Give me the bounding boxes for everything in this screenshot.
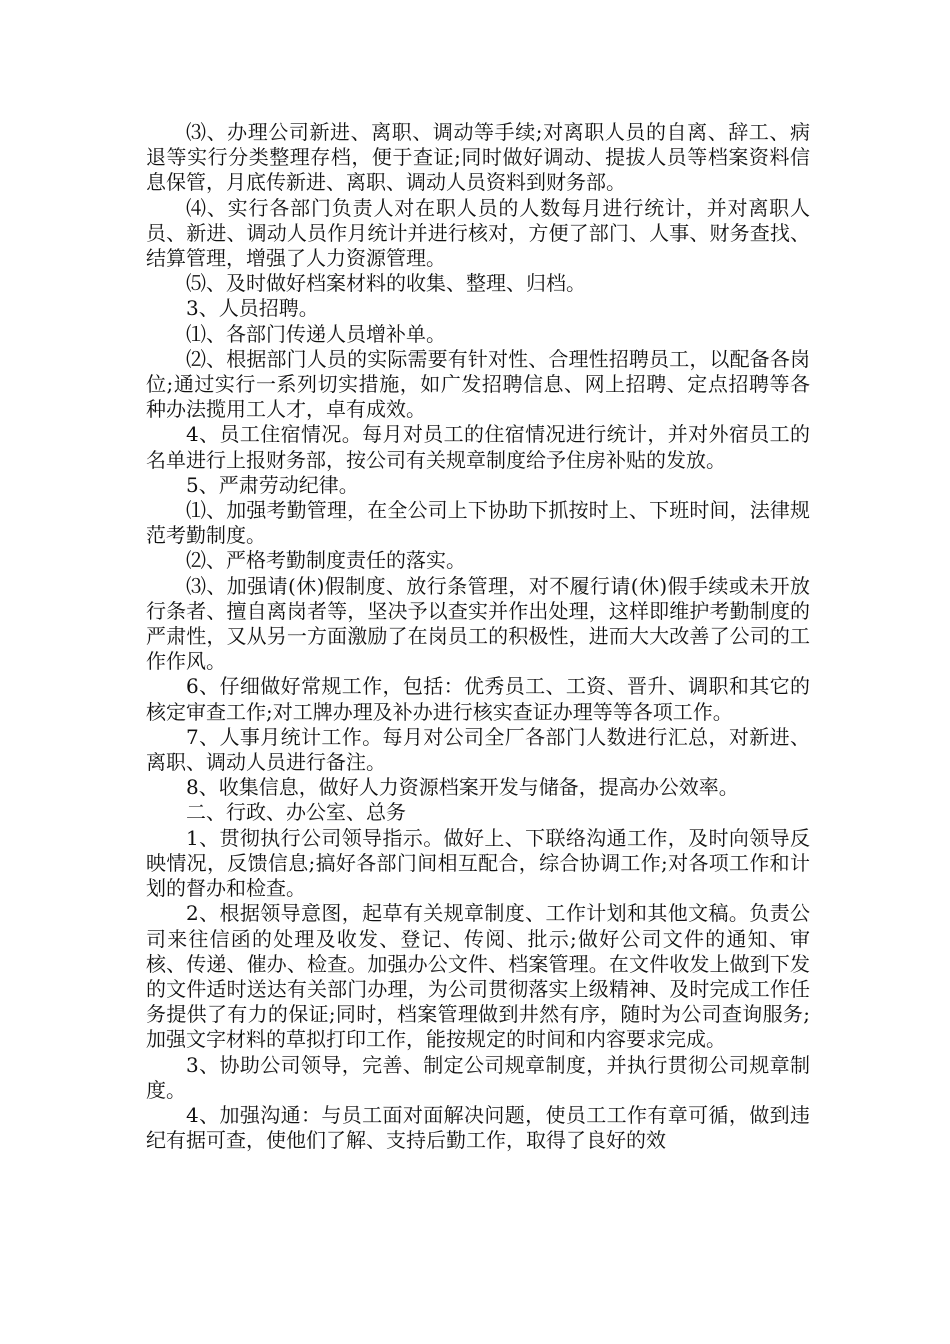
paragraph: ⑶、办理公司新进、离职、调动等手续;对离职人员的自离、辞工、病退等实行分类整理存档，便于查证;同时做好调动、提拔人员等档案资料信息保管，月底传新进、离职、调动人员资料到财务部。 (146, 120, 810, 195)
paragraph: ⑸、及时做好档案材料的收集、整理、归档。 (186, 271, 586, 296)
paragraph: 6、仔细做好常规工作，包括：优秀员工、工资、晋升、调职和其它的核定审查工作;对工牌办理及补办进行核实查证办理等等各项工作。 (146, 674, 810, 724)
section-heading: 3、人员招聘。 (186, 296, 319, 321)
paragraph: 4、加强沟通：与员工面对面解决问题，使员工工作有章可循，做到违纪有据可查，使他们了解、支持后勤工作，取得了良好的效 (146, 1102, 810, 1153)
paragraph: 1、贯彻执行公司领导指示。做好上、下联络沟通工作，及时向领导反映情况，反馈信息;搞好各部门间相互配合，综合协调工作;对各项工作和计划的督办和检查。 (146, 825, 810, 901)
paragraph: 3、协助公司领导，完善、制定公司规章制度，并执行贯彻公司规章制度。 (146, 1052, 810, 1102)
paragraph: 8、收集信息，做好人力资源档案开发与储备，提高办公效率。 (186, 775, 739, 800)
paragraph: ⑶、加强请(休)假制度、放行条管理，对不履行请(休)假手续或未开放行条者、擅自离岗者等，坚决予以查实并作出处理，这样即维护考勤制度的严肃性，又从另一方面激励了在岗员工的积极性，进而大大改善了公司的工作作风。 (146, 573, 810, 674)
document-body (146, 120, 810, 1153)
section-heading: 5、严肃劳动纪律。 (186, 472, 359, 497)
paragraph: 7、人事月统计工作。每月对公司全厂各部门人数进行汇总，对新进、离职、调动人员进行备注。 (146, 724, 810, 775)
paragraph: 4、员工住宿情况。每月对员工的住宿情况进行统计，并对外宿员工的名单进行上报财务部，按公司有关规章制度给予住房补贴的发放。 (146, 422, 810, 472)
paragraph: ⑴、各部门传递人员增补单。 (186, 321, 446, 346)
section-heading: 二、行政、办公室、总务 (186, 800, 406, 825)
paragraph: ⑵、严格考勤制度责任的落实。 (186, 548, 466, 573)
paragraph: ⑴、加强考勤管理，在全公司上下协助下抓按时上、下班时间，法律规范考勤制度。 (146, 498, 810, 548)
paragraph: 2、根据领导意图，起草有关规章制度、工作计划和其他文稿。负责公司来往信函的处理及收发、登记、传阅、批示;做好公司文件的通知、审核、传递、催办、检查。加强办公文件、档案管理。在文件收发上做到下发的文件适时送达有关部门办理，为公司贯彻落实上级精神、及时完成工作任务提供了有力的保证;同时，档案管理做到井然有序，随时为公司查询服务;加强文字材料的草拟打印工作，能按规定的时间和内容要求完成。 (146, 901, 810, 1052)
paragraph: ⑷、实行各部门负责人对在职人员的人数每月进行统计，并对离职人员、新进、调动人员作月统计并进行核对，方便了部门、人事、财务查找、结算管理，增强了人力资源管理。 (146, 195, 810, 271)
paragraph: ⑵、根据部门人员的实际需要有针对性、合理性招聘员工，以配备各岗位;通过实行一系列切实措施，如广发招聘信息、网上招聘、定点招聘等各种办法揽用工人才，卓有成效。 (146, 346, 810, 422)
